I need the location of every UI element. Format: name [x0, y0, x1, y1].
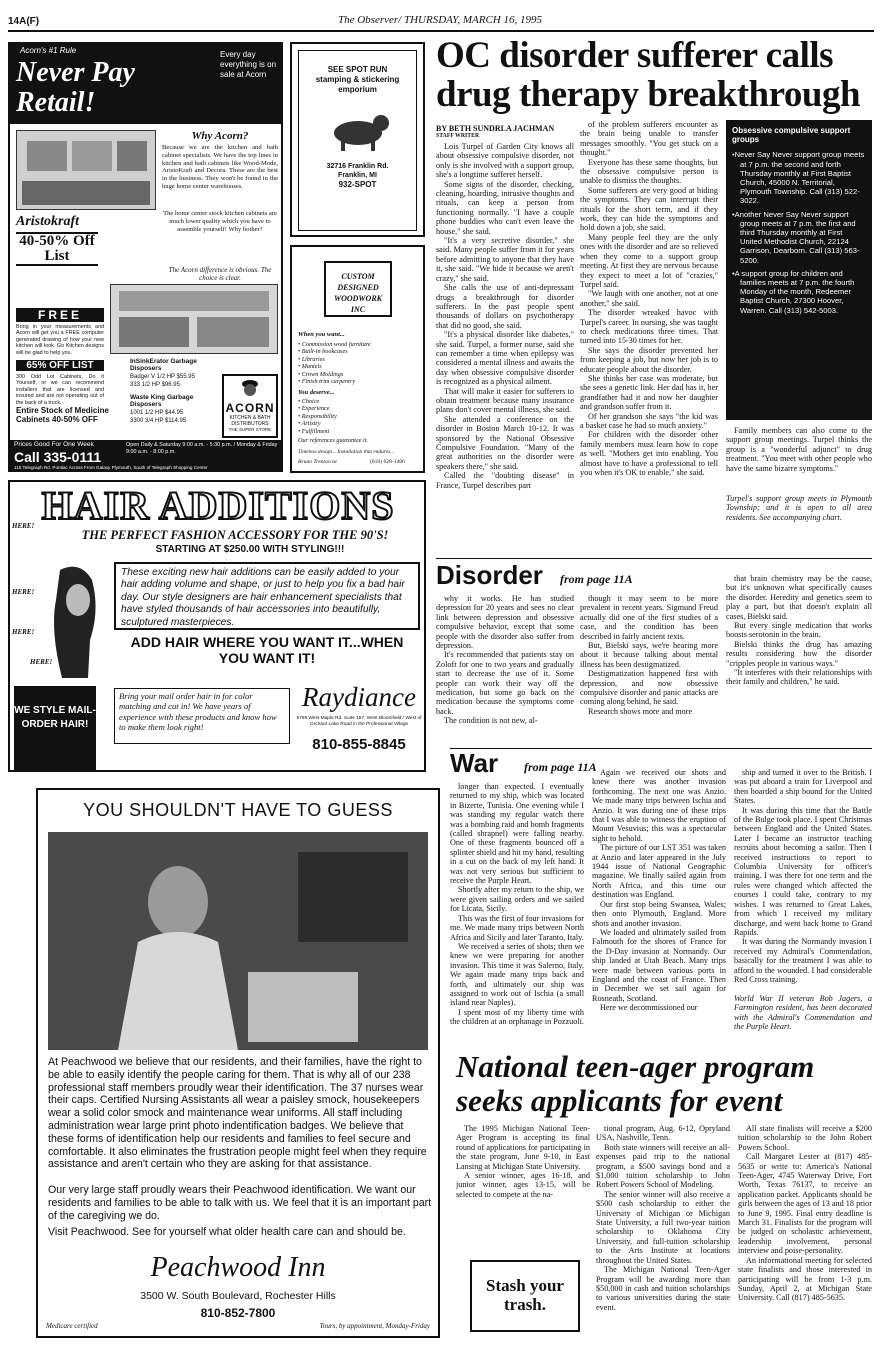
woodwork-ad — [290, 245, 425, 473]
paragraph: It was during this time that the Battle of the Bulge took place. I spent Christmas between England and the United States. Later I became an instructor teaching recruits about becoming a sailor. Then I received instructions to report to Columbia University for officer's training. I was there for one term and the rules were changed which affected the courses I could take, contrary to my wishes. I was returned to Great Lakes, from which I received my military discharge, and went back home to Grand Rapids. — [734, 805, 872, 937]
dog-icon — [323, 103, 393, 153]
paragraph: "It's a physical disorder like diabetes," she said. Turpel, a former nurse, said she can remember a time when epilepsy was considered a mental illness and awaits the day when obsessive compulsive disorder is recognized as a physical ailment. — [436, 330, 574, 387]
paragraph: She calls the use of anti-depressant drugs a breakthrough for disorder sufferers. In the past people spent thousands of dollars on psychotherapy that did no good, she said. — [436, 283, 574, 330]
paragraph: For children with the disorder other family members must learn how to cope as well. "Mothers get into enabling. You almost have to have a professional to tell you when it's OK to enable," she said. — [580, 430, 718, 478]
paragraph: Family members can also come to the support group meetings. Turpel thinks the group is a "wonderful adjunct" to drug treatment. "You meet with other people who have the same bizarre symptoms." — [726, 426, 872, 473]
paragraph: why it works. He has studied depression for 20 years and sees no clear link between depression and obsessive compulsive behavior, except that some people with the disorder also suffer from depression. — [436, 594, 574, 651]
paragraph: The condition is not new, al- — [444, 716, 538, 726]
paragraph: Research shows more and more — [588, 706, 693, 716]
paragraph: "We laugh with one another, not at one another," she said. — [580, 289, 718, 308]
acorn-hours: Open Daily & Saturday 9:00 a.m. - 5:30 p.m. / Monday & Friday 9:00 a.m. - 8:00 p.m. — [126, 442, 278, 455]
list-item: • Never Say Never support group meets at 7 p.m. the second and forth Thursday monthly at First Baptist Church, 45000 N. Territorial, Plymouth Township. Call (313) 522-3022. — [732, 150, 866, 205]
paragraph: Lois Turpel of Garden City knows all about obsessive compulsive disorder, not only is she involved with a support group, she's a longtime sufferer herself. — [436, 142, 574, 180]
woodwork-want-label: When you want... — [298, 331, 345, 338]
here-label: HERE! — [30, 658, 53, 666]
paragraph: Destigmatization happened first with depression, and now obsessive compulsive disorder and panic attacks are coming along behind, he said. — [580, 669, 718, 707]
war-col-3 — [734, 768, 872, 990]
oc-headline: OC disorder sufferer calls drug therapy breakthrough — [436, 35, 861, 115]
paragraph: Called the "doubting disease" in France, Turpel describes part — [436, 471, 574, 490]
acorn-phone: Call 335-0111 — [14, 449, 102, 465]
aristokraft-brand: Aristokraft — [16, 214, 80, 229]
paragraph: The Michigan National Teen-Ager Program will be awarding more than $50,000 in cash and tuition scholarships to various universities during the state event. — [596, 1265, 730, 1312]
here-label: HERE! — [12, 628, 35, 636]
disorder-col-1 — [436, 594, 574, 744]
kitchen-illustration-1 — [17, 131, 155, 209]
woodwork-slogan: Timeless design... Installation that endures... — [298, 449, 395, 455]
section-rule — [450, 748, 872, 749]
paragraph: We received a series of shots; then we knew we were preparing for another invasion. This time it was Salerno, Italy. We again made many trips back and forth, and ultimately our ship was assigned to work out of Ischia (a small island near Naples). — [450, 941, 584, 1008]
acorn-why-text: Because we are the kitchen and bath cabinet specialists. We have the top lines in kitchen and bath cabinets like Wood-Mode, AristoKraft and Decora. These are the best in the business. They won't be found in the huge home center warehouses. — [162, 144, 278, 190]
acorn-address: 115 Telegraph Rd. Pontiac Across From Galaxy Plymouth, South of Telegraph Shopping Center — [14, 465, 208, 470]
paragraph: But, Bielski says, we're hearing more about it because talking about mental illness has been destigmatized. — [580, 641, 718, 669]
woodwork-deserve-list — [298, 398, 418, 435]
paragraph: Both state winners will receive an all-expenses paid trip to the national program, a $500 savings bond and a $1,000 tuition scholarship to John Robert Powers School of Modeling. — [596, 1142, 730, 1190]
paragraph: that brain chemistry may be the cause, but it's unknown what specifically causes the disorder. Heredity and genetics seem to play a part, but that doesn't explain all cases, Bielski said. — [726, 574, 872, 621]
nurse-photo-illustration — [48, 832, 428, 1050]
acorn-logo-name: ACORN — [225, 401, 275, 415]
peachwood-phone: 810-852-7800 — [200, 1306, 276, 1320]
list-item: • Built-in bookcases — [298, 348, 348, 356]
paragraph: "It interferes with their relationships with their family and children," he said. — [726, 668, 872, 687]
sidebar-title: Obsessive compulsive support groups — [732, 126, 851, 145]
paragraph: Some sufferers are very good at hiding the symptoms. They can interrupt their rituals for the short term, and if they work, they can hide the symptoms and hold down a job, she said. — [580, 185, 718, 233]
paragraph: But every single medication that works boosts serotonin in the brain. — [726, 621, 872, 640]
kitchen-illustration-2 — [111, 285, 277, 353]
acorn-free: FREE — [16, 308, 104, 322]
acorn-logo — [222, 374, 278, 438]
peachwood-p2: Our very large staff proudly wears their Peachwood identification. We want our residents and families to be able to talk with us. We feel that it is an important part of the caregiving we do. — [48, 1184, 432, 1222]
list-item: • Choice — [298, 398, 320, 405]
paragraph: Call Margaret Lester at (817) 485-5635 or write to: America's National Teen-Ager, 4745 Waterway Drive, Fort Worth, Texas 76137, to receive an application packet. Applicants should be girls between the ages of 13 and 18 prior to June 9, 1995. Final entry deadline is March 31. Finalists for the program will be judged on scholastic achievement, leadership involvement, personal interview and poise-personality. — [738, 1152, 872, 1256]
spotrun-phone: 932-SPOT — [338, 180, 377, 189]
paragraph: The disorder wreaked havoc with Turpel's career. In nursing, she was taught to check medications three times. That turned into 15-30 times for her. — [580, 308, 718, 346]
woodwork-want-list — [298, 341, 418, 385]
support-group-sidebar — [726, 120, 872, 420]
paragraph: tional program, Aug. 6-12, Opryland USA, Nashville, Tenn. — [596, 1124, 730, 1143]
acorn-title: Never Pay Retail! — [16, 57, 135, 118]
spotrun-inner — [298, 50, 417, 231]
paragraph: Shortly after my return to the ship, we were given sailing orders and we sailed for Licata, Sicily. — [450, 885, 584, 914]
disposer-2-line2: 3300 3/4 HP $114.95 — [130, 418, 187, 424]
disposer-1-title: InSinkErator Garbage Disposers — [130, 358, 197, 373]
war-tagline: World War II veteran Bob Jagers, a Farmington resident, has been decorated with the Admiral's Commendation and the Purple Heart. — [734, 994, 872, 1032]
list-item: • Fulfillment — [298, 427, 330, 435]
paragraph: That will make it easier for sufferers to obtain treatment because many insurance plans don't cover mental illness, she said. — [436, 386, 574, 415]
woman-hair-illustration — [40, 560, 110, 680]
paragraph: I spent most of my liberty time with the children at an orphanage in Pozzuoli. — [450, 1007, 584, 1027]
paragraph: of the problem sufferers encounter as the brain being unable to transfer messages smoothly. "You get stuck on a thought." — [580, 120, 718, 158]
woman-silhouette-icon — [40, 560, 110, 680]
acorn-header — [10, 44, 281, 124]
oc-tagline: Turpel's support group meets in Plymouth Township; and it is open to all area residents. See accompanying chart. — [726, 494, 872, 522]
hair-mail-text: Bring your mail order hair in for color matching and cut in! We have years of experience with these products and know how to make them look right! — [114, 688, 290, 744]
paragraph: The picture of our LST 351 was taken at Anzio and later appeared in the July 1944 issue of National Geographic magazine. We finally sailed again from North Africa, and this time our destination was England. — [592, 843, 726, 900]
peachwood-p3: Visit Peachwood. See for yourself what older health care can and should be. — [48, 1226, 406, 1238]
war-jump-headline: War — [450, 748, 499, 778]
spotrun-address: 32716 Franklin Rd. Franklin, MI — [326, 163, 389, 179]
paragraph: An informational meeting for selected state finalists and those interested in participating will be from 1-3 p.m. Sunday, April 2, at Michigan State University. Call (817) 485-5635. — [738, 1255, 872, 1303]
peachwood-medicare: Medicare certified — [46, 1322, 98, 1330]
peachwood-address: 3500 W. South Boulevard, Rochester Hills — [140, 1290, 336, 1302]
list-item: • Commission wood furniture — [298, 341, 371, 348]
woodwork-phone: (810) 628-1406 — [370, 459, 405, 465]
war-col-1 — [450, 782, 584, 1050]
raydiance-address: 5798 West Maple Rd. Suite 157, West Bloomfield / West of Orchard Lake Road in the Professional Village — [296, 716, 422, 727]
list-item: • A support group for children and families meets at 7 p.m. the fourth Monday of the month, Redeemer Baptist Church, 27300 Hoover, Warren. Call (313) 542-5003. — [732, 269, 866, 315]
woodwork-deserve-label: You deserve... — [298, 389, 335, 396]
disorder-jump-headline: Disorder — [436, 560, 543, 590]
hair-title: HAIR ADDITIONS — [41, 483, 395, 528]
woodwork-contact: Bruno Trentacost — [298, 459, 337, 465]
paragraph: Again we received our shots and knew there was another invasion forthcoming. The next one was Anzio. We made many trips between Ischia and Anzio. It was during one of these trips that I was able to witness the eruption of Mount Vesuvius; this was a spectacular sight to behold. — [592, 768, 726, 843]
paragraph: We loaded and ultimately sailed from Falmouth for the shores of France for the D-Day invasion at Normandy. Our ship landed at Utah Beach. Many trips were made between various ports in England and the coast of France. Then in December we set sail again for Rosneath, Scotland. — [592, 927, 726, 1003]
sidebar-list — [732, 150, 866, 314]
list-item: • Responsibility — [298, 412, 337, 420]
kitchen-photo-2 — [110, 284, 278, 354]
page-number: 14A(F) — [8, 16, 40, 27]
section-rule — [436, 558, 872, 559]
hair-subtitle: THE PERFECT FASHION ACCESSORY FOR THE 90'S! — [81, 528, 389, 542]
acorn-rule-label: Acorn's #1 Rule — [20, 46, 77, 55]
acorn-medicine: Entire Stock of Medicine Cabinets 40-50% OFF — [16, 406, 109, 424]
raydiance-phone: 810-855-8845 — [312, 736, 406, 753]
masthead-rule — [8, 30, 874, 32]
acorn-prices: Prices Good For One Week — [14, 441, 94, 448]
peachwood-tours: Tours, by appointment, Monday-Friday — [319, 1322, 430, 1330]
peachwood-p1: At Peachwood we believe that our residents, and their families, have the right to be able to easily identify the people caring for them. That is why all of our 238 professional staff members proudly wear their identification. The 37 nurses wear their caps. Certified Nursing Assistants all wear a paisley smock, housekeepers wear a solid color smock and maintenance wear uniforms. All staff including administration wear large print photo indentification badges. We believe that these forms of identification help our residents and families to feel secure and comfortable. It also eliminates the frustration people might feel when they require assistance and aren't certain who they are asking for that assistance. — [48, 1056, 427, 1171]
acorn-why: Why Acorn? — [191, 130, 249, 142]
paragraph: This was the first of four invasions for me. We made many trips between North Africa and Sicily and later Taranto, Italy. — [450, 913, 584, 942]
paragraph: The 1995 Michigan National Teen-Ager Program is accepting its final round of applications for participating in the state program, June 9-10, in East Lansing at Michigan State University. — [456, 1124, 590, 1171]
disposer-1-line2: 333 1/2 HP $96.95 — [130, 382, 180, 388]
paragraph: A senior winner, ages 16-18, and junior winner, ages 13-15, will be selected to compete at the na- — [456, 1171, 590, 1199]
acorn-free-text: Bring in your measurements and Acorn will get you a FREE computer generated drawing of how your new kitchen will look. Go Kitchen designs will be glad to help you. — [16, 324, 104, 356]
disposer-2-line1: 1001 1/2 HP $44.95 — [130, 410, 184, 416]
list-item: • Experience — [298, 405, 330, 413]
paragraph: It's recommended that patients stay on Zoloft for one to two years and gradually start to decrease the use of it. Some people can work their way off the medication, but some go back on the medication because the symptoms come back. — [436, 650, 574, 716]
disposer-1-line1: Badger V 1/2 HP $55.95 — [130, 374, 195, 380]
paragraph: Many people feel they are the only ones with the disorder and are so relieved when they come to a support group meeting. At first they are nervous because they expect to meet a lot of "crazies," Turpel said. — [580, 232, 718, 289]
hair-cta: ADD HAIR WHERE YOU WANT IT...WHEN YOU WANT IT! — [130, 634, 404, 666]
teen-col-2 — [596, 1124, 730, 1340]
paragraph: "It's a very secretive disorder," she said. Many people suffer from it for years before admitting to anyone that they have it, she said. "We hide it because we aren't crazy," she said. — [436, 236, 574, 283]
here-label: HERE! — [12, 522, 35, 530]
acorn-cabinet-text: 300 Odd Lot Cabinets, Do it Yourself, or we can recommend installers that are licensed and insured and are not operating out of the back of a truck. — [16, 374, 104, 406]
war-col-2 — [592, 768, 726, 1050]
paragraph: Everyone has these same thoughts, but the obsessive compulsive person is unable to dismiss the thoughts. — [580, 157, 718, 186]
woodwork-guarantee: Our references guarantee it. — [298, 437, 368, 444]
list-item: • Finish trim carpentry — [298, 378, 355, 386]
nurse-photo — [48, 832, 428, 1050]
war-jump-from: from page 11A — [524, 760, 597, 774]
teen-headline: National teen-ager program seeks applicants for event — [456, 1049, 815, 1118]
oc-col-1 — [436, 142, 574, 552]
paragraph: All state finalists will receive a $200 tuition scholarship to the John Robert Powers School. — [738, 1124, 872, 1152]
list-item: • Crown Moldings — [298, 370, 344, 378]
acorn-difference: The Acorn difference is obvious. The choice is clear. — [168, 266, 272, 282]
acorn-ad — [8, 42, 283, 472]
list-item: • Libraries — [298, 355, 325, 363]
spotrun-title: SEE SPOT RUN stamping & stickering emporium — [315, 65, 400, 94]
paragraph: ship and turned it over to the British. I was put aboard a train for Liverpool and then boarded a ship bound for the United States. — [734, 768, 872, 806]
acorn-discount-65: 65% OFF LIST — [16, 360, 104, 371]
hair-body: These exciting new hair additions can be easily added to your hair adding volume and shape, or just to help you fix a bad hair day. Our style designers are hair enhancement specialists that have styled thousands of hair accessories into beautifully, sculptured masterpieces. — [114, 562, 420, 630]
acorn-logo-tag: THE SUPER STORE — [228, 427, 272, 432]
paragraph: Some signs of the disorder, checking, cleaning, hoarding, intrusive thoughts and rituals, can keep a person from functioning normally. "I have a couple phone buddies who can't even leave the house," she said. — [436, 179, 574, 236]
acorn-footer — [10, 440, 281, 470]
paragraph: It was during the Normandy invasion I received my Admiral's Commendation, basically for the treatment I was able to afford to the wounded. I had considerable Red Cross training. — [734, 937, 872, 984]
peachwood-logo: Peachwood Inn — [150, 1252, 326, 1283]
hair-price: STARTING AT $250.00 WITH STYLING!!! — [155, 544, 345, 555]
dateline: The Observer/ THURSDAY, MARCH 16, 1995 — [337, 14, 542, 26]
stash-trash-promo: Stash your trash. — [470, 1260, 580, 1332]
here-label: HERE! — [12, 588, 35, 596]
acorn-nut-icon — [240, 378, 260, 396]
paragraph: She says the disorder prevented her from keeping a job, but now her job is to educate people about the disorder. — [580, 345, 718, 374]
list-item: • Artistry — [298, 420, 321, 428]
oc-byline: BY BETH SUNDRLA JACHMAN — [436, 124, 555, 133]
acorn-discount: 40-50% Off List — [16, 232, 98, 266]
oc-col-2 — [580, 120, 718, 552]
paragraph: Of her grandson she says "the kid was a basket case he had so much anxiety." — [580, 411, 718, 430]
peachwood-ad — [36, 788, 440, 1338]
paragraph: Our first stop being Swansea, Wales; then onto Plymouth, England. More shots and another invasion. — [592, 899, 726, 928]
disorder-jump-from: from page 11A — [560, 572, 633, 586]
paragraph: She thinks her case was moderate, but she sees a genetic link. Her dad has it, her grandfather had it and now her daughter and grandson suffer from it. — [580, 373, 718, 412]
acorn-center-text: The home center stock kitchen cabinets are much lower quality which you have to assemble yourself! Why bother? — [163, 210, 277, 233]
paragraph: Bielski thinks the drug has amazing results considering how the disorder "cripples people in various ways." — [726, 639, 872, 668]
paragraph: The senior winner will also receive a $500 cash scholarship to either the University of Michigan or Michigan State University, a full two-year tuition scholarship to Oklahoma City University, and full-tuition scholarship to the Arts Institute at locations throughout the United States. — [596, 1189, 730, 1265]
teen-col-3 — [738, 1124, 872, 1340]
spotrun-ad — [290, 42, 425, 237]
paragraph: She attended a conference on the disorder in Boston March 10-12. It was sponsored by the National Obsessive Compulsive Foundation. "Many of the great authorities on the disorder were speakers there," she said. — [436, 414, 574, 471]
disorder-col-2 — [580, 594, 718, 744]
kitchen-photo-1 — [16, 130, 156, 210]
hair-ad — [8, 480, 426, 772]
teen-col-1 — [456, 1124, 590, 1264]
list-item: • Another Never Say Never support group meets at 7 p.m. the first and third Thursday monthly at First United Methodist Church, 22124 Garrison, Dearborn. Call (313) 563-5200. — [732, 210, 866, 265]
paragraph: Here we decommissioned our — [600, 1003, 698, 1013]
list-item: • Mantels — [298, 363, 322, 371]
peachwood-heading: YOU SHOULDN'T HAVE TO GUESS — [83, 800, 393, 820]
woodwork-logo: CUSTOM DESIGNED WOODWORK INC — [324, 261, 392, 317]
acorn-logo-sub: KITCHEN & BATH DISTRIBUTORS — [229, 415, 271, 427]
disorder-col-3 — [726, 574, 872, 744]
acorn-tagline: Every day everything is on sale at Acorn — [220, 50, 277, 79]
oc-col-3 — [726, 426, 872, 473]
raydiance-logo: Raydiance — [302, 682, 416, 712]
disposer-2-title: Waste King Garbage Disposers — [130, 394, 194, 409]
oc-byline-role: STAFF WRITER — [436, 133, 480, 139]
paragraph: though it may seem to be more prevalent in recent years. Sigmund Freud actually did one of the first studies of a case, and the condition has been described in fairly ancient texts. — [580, 594, 718, 641]
paragraph: longer than expected. I eventually returned to my ship, which was located in Bizerte, Tunisia. One evening while I was standing my regular watch there was a bombing raid and bomb fragments (called shrapnel) were falling nearby. One of these fragments bounced off a splinter shield and hit my hand, resulting in a cut on the back of my left hand. It was not very serious but sufficient to receive the Purple Heart. — [450, 782, 584, 886]
hair-mail-badge: WE STYLE MAIL-ORDER HAIR! — [14, 686, 96, 770]
